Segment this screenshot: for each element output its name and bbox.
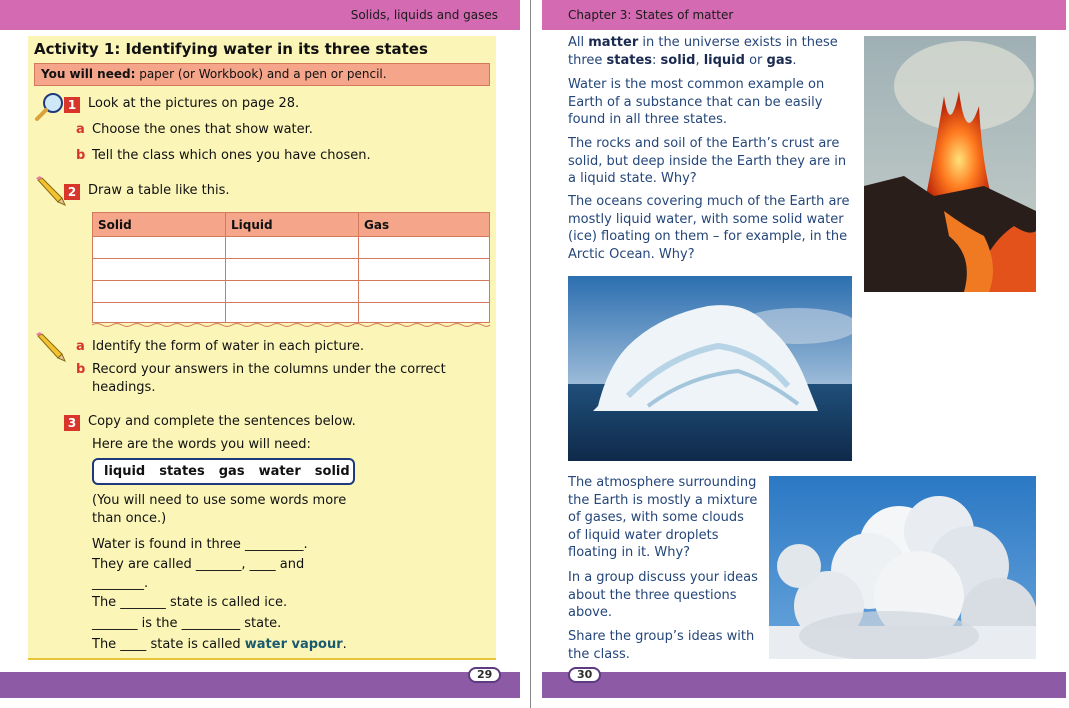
step-1-text: Look at the pictures on page 28. xyxy=(88,96,300,111)
sentence-5-text: The ____ state is called xyxy=(92,637,245,652)
term-states: states xyxy=(606,52,653,68)
step-2b xyxy=(76,362,446,377)
table-row xyxy=(93,259,490,281)
page-gutter xyxy=(530,0,538,708)
table-cell xyxy=(226,259,359,281)
words-intro: Here are the words you will need: xyxy=(92,437,311,452)
clouds-photo xyxy=(769,476,1036,659)
page-footer xyxy=(542,668,1066,698)
step-1a xyxy=(76,122,313,137)
text-line: solid, but deep inside the Earth they are in xyxy=(568,153,847,169)
sentence-3: The _______ state is called ice. xyxy=(92,595,288,610)
step-2-number: 2 xyxy=(64,184,80,200)
table-cell xyxy=(93,303,226,323)
text-run: All xyxy=(568,35,589,50)
text-line: of liquid water droplets xyxy=(568,527,719,543)
paragraph-rocks xyxy=(568,135,858,188)
step-1b xyxy=(76,148,371,163)
header-title: Solids, liquids and gases xyxy=(350,8,498,22)
step-3-text: Copy and complete the sentences below. xyxy=(88,414,356,429)
table-header-row xyxy=(93,213,490,237)
page-number: 30 xyxy=(568,667,601,683)
page-header xyxy=(0,0,520,30)
paragraph-oceans xyxy=(568,193,858,263)
text-line: (ice) floating on them – for example, in the xyxy=(568,229,848,244)
paragraph-atmosphere xyxy=(568,474,768,562)
table-cell xyxy=(226,237,359,259)
term-solid: solid xyxy=(660,52,696,68)
text-line: floating in it. Why? xyxy=(568,545,691,560)
text-line: mostly liquid water, with some solid water xyxy=(568,211,844,227)
step-1-number: 1 xyxy=(64,97,80,113)
text-line: above. xyxy=(568,605,612,620)
step-2b-text: Record your answers in the columns under the correct xyxy=(92,362,446,377)
word-bank-item: liquid xyxy=(104,464,146,479)
step-1b-letter: b xyxy=(76,148,86,163)
step-1 xyxy=(64,96,299,113)
step-2a-letter: a xyxy=(76,339,85,354)
page-number: 29 xyxy=(468,667,501,683)
word-bank xyxy=(92,458,355,485)
page-header xyxy=(542,0,1066,30)
step-3-number: 3 xyxy=(64,415,80,431)
table-header-liquid: Liquid xyxy=(226,213,359,237)
step-1b-text: Tell the class which ones you have chosen. xyxy=(92,148,371,163)
text-run: , xyxy=(695,52,704,68)
word-bank-item: states xyxy=(159,464,205,479)
text-line: The rocks and soil of the Earth’s crust are xyxy=(568,136,840,151)
sentence-5-end: . xyxy=(342,637,347,652)
activity-panel xyxy=(28,36,496,660)
paragraph-discuss xyxy=(568,569,768,622)
header-title: Chapter 3: States of matter xyxy=(568,8,734,22)
table-header-solid: Solid xyxy=(93,213,226,237)
sentence-1: Water is found in three _________. xyxy=(92,537,308,552)
states-table xyxy=(92,212,490,323)
activity-title: Activity 1: Identifying water in its three states xyxy=(34,40,428,58)
step-1a-letter: a xyxy=(76,122,85,137)
note-line-2: than once.) xyxy=(92,511,167,526)
table-row xyxy=(93,237,490,259)
paragraph-share xyxy=(568,628,768,663)
pencil-icon xyxy=(34,176,66,206)
text-line: about the three questions xyxy=(568,587,737,603)
magnifier-icon xyxy=(34,92,66,122)
table-row xyxy=(93,303,490,323)
step-2-text: Draw a table like this. xyxy=(88,183,230,198)
text-line: In a group discuss your ideas xyxy=(568,570,758,585)
text-line: Water is the most common example on xyxy=(568,77,825,92)
step-2b-continued: headings. xyxy=(92,380,156,395)
step-2b-letter: b xyxy=(76,362,86,377)
table-cell xyxy=(359,303,490,323)
table-header-gas: Gas xyxy=(359,213,490,237)
word-bank-item: water xyxy=(258,464,301,479)
step-2a xyxy=(76,339,364,354)
text-run: or xyxy=(744,52,767,68)
table-cell xyxy=(359,259,490,281)
right-page xyxy=(538,0,1069,708)
text-line: found in all three states. xyxy=(568,112,728,127)
need-text: paper (or Workbook) and a pen or pencil. xyxy=(139,67,387,81)
sentence-2-continued: ________. xyxy=(92,576,149,591)
text-line: the class. xyxy=(568,646,630,662)
table-cell xyxy=(93,237,226,259)
paragraph-water xyxy=(568,76,858,129)
step-2 xyxy=(64,183,230,200)
term-liquid: liquid xyxy=(703,52,745,68)
text-line: a liquid state. Why? xyxy=(568,171,697,186)
sentence-5 xyxy=(92,637,347,652)
text-line: Share the group’s ideas with xyxy=(568,629,755,644)
table-cell xyxy=(226,303,359,323)
table-cell xyxy=(226,281,359,303)
text-line: Earth of a substance that can be easily xyxy=(568,94,823,110)
term-matter: matter xyxy=(588,35,639,50)
sentence-4: _______ is the _________ state. xyxy=(92,616,282,631)
step-1a-text: Choose the ones that show water. xyxy=(92,122,313,137)
left-page xyxy=(0,0,530,708)
table-cell xyxy=(359,281,490,303)
step-3 xyxy=(64,414,356,431)
step-2a-text: Identify the form of water in each picture. xyxy=(92,339,364,354)
text-run: three xyxy=(568,52,607,68)
table-cell xyxy=(359,237,490,259)
iceberg-photo xyxy=(568,276,852,461)
text-line: the Earth is mostly a mixture xyxy=(568,492,758,508)
need-label: You will need: xyxy=(41,67,136,81)
paragraph-matter xyxy=(568,34,858,69)
text-run: . xyxy=(792,52,797,68)
pencil-icon xyxy=(34,332,66,362)
you-will-need-box xyxy=(34,63,490,86)
text-run: in the universe exists in these xyxy=(638,35,838,50)
text-line: Arctic Ocean. Why? xyxy=(568,246,695,262)
word-bank-item: solid xyxy=(314,464,350,479)
term-gas: gas xyxy=(766,52,793,68)
table-cell xyxy=(93,259,226,281)
table-cell xyxy=(93,281,226,303)
table-torn-edge xyxy=(92,322,490,328)
sentence-2: They are called _______, ____ and xyxy=(92,557,305,572)
sentence-5-term: water vapour xyxy=(244,637,343,652)
volcano-photo xyxy=(864,36,1036,292)
text-line: of gases, with some clouds xyxy=(568,510,744,525)
text-line: The atmosphere surrounding xyxy=(568,475,757,490)
text-run: : xyxy=(652,52,661,68)
table-row xyxy=(93,281,490,303)
word-bank-item: gas xyxy=(218,464,245,479)
text-line: The oceans covering much of the Earth are xyxy=(568,194,850,209)
note-line-1: (You will need to use some words more xyxy=(92,493,347,508)
page-footer xyxy=(0,668,520,698)
